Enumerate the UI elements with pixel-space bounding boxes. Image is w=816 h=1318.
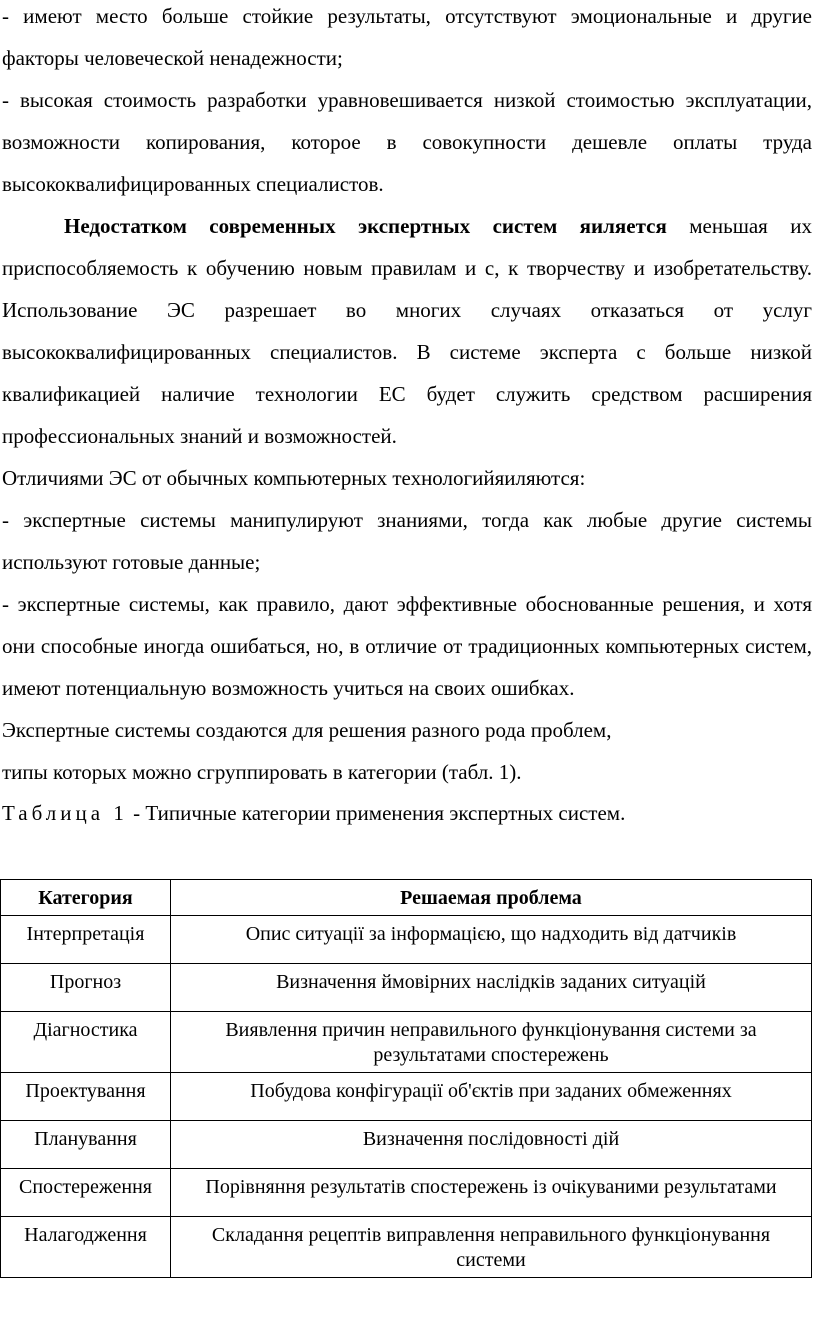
categories-table	[0, 879, 812, 1278]
header-category: Категория	[1, 880, 171, 916]
paragraph-cost: - высокая стоимость разработки уравновешивается низкой стоимостью эксплуатации, возможности копирования, которое в совокупности дешевле оплаты труда высококвалифицированных специалистов.	[2, 88, 812, 196]
cell-category: Проектування	[1, 1073, 171, 1121]
paragraph-decisions: - экспертные системы, как правило, дают эффективные обоснованные решения, и хотя они способные иногда ошибаться, но, в отличие от традиционных компьютерных систем, имеют потенциальную возможность учиться на своих ошибках.	[2, 592, 812, 700]
paragraph-problems-line1: Экспертные системы создаются для решения разного рода проблем,	[2, 718, 612, 742]
table-row	[1, 1012, 812, 1073]
cell-category: Інтерпретація	[1, 916, 171, 964]
cell-category: Налагодження	[1, 1217, 171, 1278]
cell-category: Планування	[1, 1121, 171, 1169]
cell-problem: Визначення послідовності дій	[171, 1121, 812, 1169]
drawbacks-text: меньшая их приспособляемость к обучению новым правилам и с, к творчеству и изобретательству. Использование ЭС разрешает во многих случаях отказаться от услуг высококвалифицированных специалистов. В системе эксперта с больше низкой квалификацией наличие технологии ЕС будет служить средством расширения профессиональных знаний и возможностей.	[2, 214, 812, 448]
table-row	[1, 964, 812, 1012]
cell-problem: Порівняння результатів спостережень із очікуваними результатами	[171, 1169, 812, 1217]
cell-problem: Побудова конфігурації об'єктів при заданих обмеженнях	[171, 1073, 812, 1121]
paragraph-knowledge: - экспертные системы манипулируют знаниями, тогда как любые другие системы используют готовые данные;	[2, 508, 812, 574]
table-header-row	[1, 880, 812, 916]
cell-category: Спостереження	[1, 1169, 171, 1217]
table-caption-text: - Типичные категории применения экспертных систем.	[127, 801, 626, 825]
cell-category: Діагностика	[1, 1012, 171, 1073]
table-row	[1, 916, 812, 964]
table-caption	[2, 793, 812, 833]
cell-category: Прогноз	[1, 964, 171, 1012]
drawbacks-lead: Недостатком современных экспертных систем яиляется	[64, 214, 667, 238]
table-row	[1, 1121, 812, 1169]
table-caption-label: Таблица 1	[2, 801, 128, 825]
table-row	[1, 1169, 812, 1217]
header-problem: Решаемая проблема	[171, 880, 812, 916]
table-row	[1, 1217, 812, 1278]
paragraph-problems-line2: типы которых можно сгруппировать в категории (табл. 1).	[2, 760, 522, 784]
paragraph-differences-intro: Отличиями ЭС от обычных компьютерных технологийяиляются:	[2, 466, 586, 490]
table-row	[1, 1073, 812, 1121]
cell-problem: Виявлення причин неправильного функціонування системи за результатами спостережень	[171, 1012, 812, 1073]
paragraph-drawbacks	[2, 205, 812, 457]
cell-problem: Опис ситуації за інформацією, що надходить від датчиків	[171, 916, 812, 964]
paragraph-human-factors: - имеют место больше стойкие результаты, отсутствуют эмоциональные и другие факторы человеческой ненадежности;	[2, 4, 812, 70]
cell-problem: Визначення ймовірних наслідків заданих ситуацій	[171, 964, 812, 1012]
cell-problem: Складання рецептів виправлення неправильного функціонування системи	[171, 1217, 812, 1278]
